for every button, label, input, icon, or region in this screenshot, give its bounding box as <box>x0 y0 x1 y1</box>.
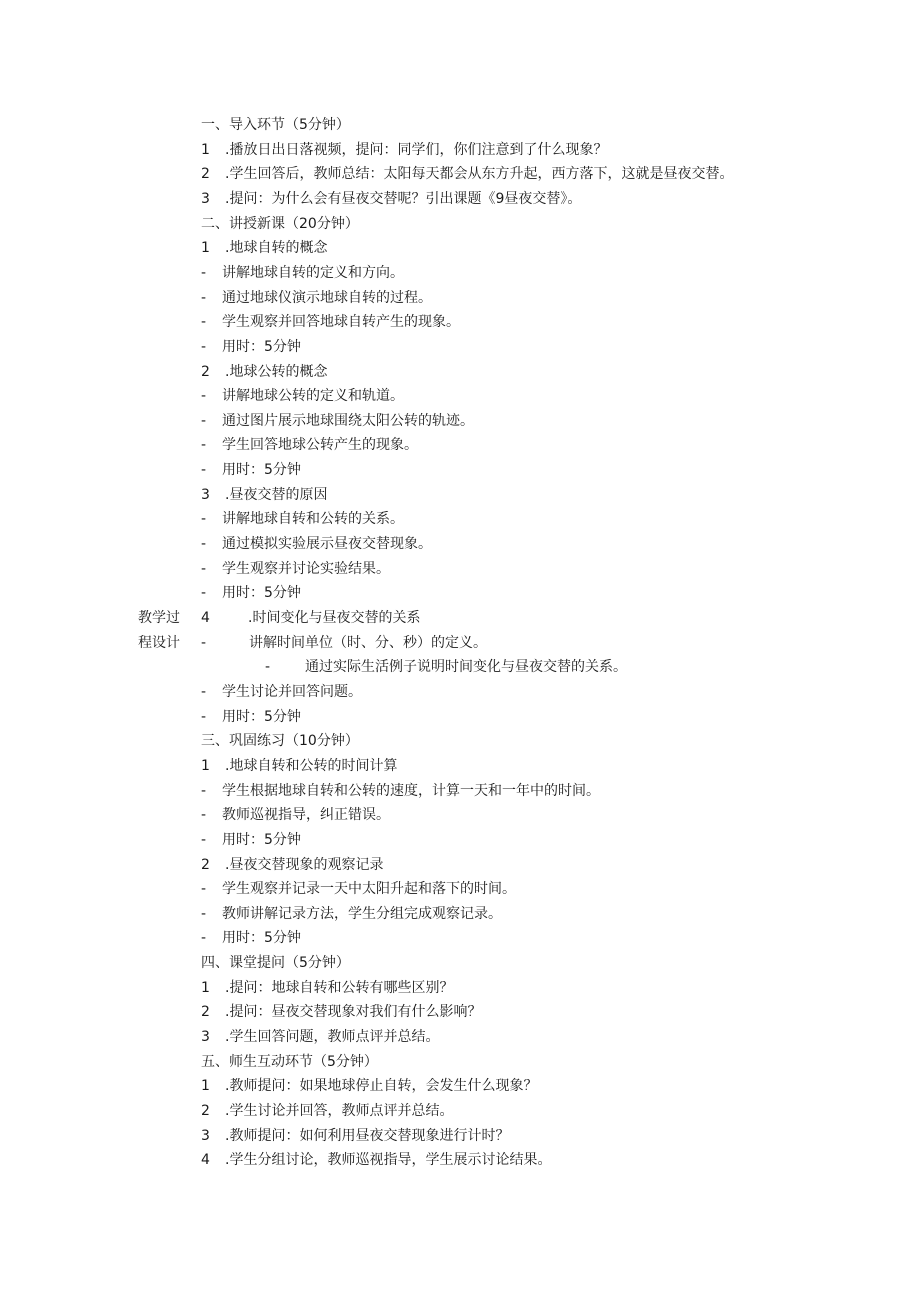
item-text: 用时：5分钟 <box>222 585 301 601</box>
item-text: 讲解时间单位（时、分、秒）的定义。 <box>249 635 487 651</box>
item-number: 3 <box>201 1128 210 1144</box>
item-text: 用时：5分钟 <box>222 832 301 848</box>
list-item <box>201 264 404 282</box>
side-label-line-1: 教学过 <box>138 610 180 626</box>
item-number: 2 <box>201 364 210 380</box>
item-text: .地球自转和公转的时间计算 <box>225 758 398 774</box>
item-text: 学生回答地球公转产生的现象。 <box>222 437 418 453</box>
dash-bullet: - <box>201 339 207 355</box>
dash-bullet: - <box>201 684 207 700</box>
list-item <box>201 510 404 528</box>
dash-bullet: - <box>201 585 207 601</box>
item-text: .昼夜交替的原因 <box>225 487 328 503</box>
item-number: 2 <box>201 166 210 182</box>
dash-bullet: - <box>201 413 207 429</box>
item-text: 五、师生互动环节（5分钟） <box>201 1054 378 1070</box>
item-text: 通过实际生活例子说明时间变化与昼夜交替的关系。 <box>305 659 627 675</box>
item-text: .播放日出日落视频，提问：同学们，你们注意到了什么现象？ <box>225 142 608 158</box>
item-text: .教师提问：如何利用昼夜交替现象进行计时？ <box>225 1128 510 1144</box>
list-item <box>201 436 418 454</box>
dash-bullet: - <box>201 930 207 946</box>
item-number: 3 <box>201 1029 210 1045</box>
dash-bullet: - <box>201 635 207 651</box>
item-text: 四、课堂提问（5分钟） <box>201 955 350 971</box>
item-text: .提问：昼夜交替现象对我们有什么影响？ <box>225 1004 482 1020</box>
dash-bullet: - <box>201 437 207 453</box>
list-item <box>201 609 420 627</box>
item-text: 教师讲解记录方法，学生分组完成观察记录。 <box>222 906 502 922</box>
item-text: .地球自转的概念 <box>225 240 328 256</box>
item-text: 讲解地球自转和公转的关系。 <box>222 511 404 527</box>
item-text: 学生观察并记录一天中太阳升起和落下的时间。 <box>222 881 516 897</box>
item-text: 用时：5分钟 <box>222 930 301 946</box>
list-item <box>201 560 390 578</box>
item-text: 一、导入环节（5分钟） <box>201 117 350 133</box>
list-item <box>201 1077 537 1095</box>
list-item <box>201 313 460 331</box>
item-text: .地球公转的概念 <box>225 364 328 380</box>
list-item <box>201 141 607 159</box>
dash-bullet: - <box>201 536 207 552</box>
item-text: .时间变化与昼夜交替的关系 <box>248 610 421 626</box>
item-text: 三、巩固练习（10分钟） <box>201 733 359 749</box>
list-item <box>201 683 362 701</box>
item-text: .教师提问：如果地球停止自转，会发生什么现象？ <box>225 1078 538 1094</box>
dash-bullet: - <box>201 388 207 404</box>
list-item <box>201 338 301 356</box>
item-number: 2 <box>201 1103 210 1119</box>
dash-bullet: - <box>201 462 207 478</box>
list-item <box>201 190 581 208</box>
item-number: 1 <box>201 240 210 256</box>
list-item <box>201 708 301 726</box>
list-item <box>201 806 390 824</box>
dash-bullet: - <box>201 511 207 527</box>
item-text: 通过模拟实验展示昼夜交替现象。 <box>222 536 432 552</box>
item-number: 2 <box>201 1004 210 1020</box>
dash-bullet: - <box>201 561 207 577</box>
dash-bullet: - <box>201 314 207 330</box>
item-text: 通过图片展示地球围绕太阳公转的轨迹。 <box>222 413 474 429</box>
list-item <box>201 929 301 947</box>
dash-bullet: - <box>201 906 207 922</box>
side-label-line-2: 程设计 <box>138 635 180 651</box>
section-heading <box>201 954 350 972</box>
list-item <box>201 1151 551 1169</box>
item-text: 用时：5分钟 <box>222 709 301 725</box>
item-number: 3 <box>201 191 210 207</box>
list-item <box>201 363 327 381</box>
dash-bullet: - <box>201 881 207 897</box>
list-item <box>201 412 474 430</box>
list-item <box>201 461 301 479</box>
list-item <box>201 584 301 602</box>
item-text: .学生回答后，教师总结：太阳每天都会从东方升起，西方落下，这就是昼夜交替。 <box>225 166 734 182</box>
item-number: 1 <box>201 142 210 158</box>
item-number: 4 <box>201 1152 210 1168</box>
list-item <box>201 289 432 307</box>
section-heading <box>201 1053 378 1071</box>
list-item <box>201 239 327 257</box>
list-item <box>201 979 453 997</box>
item-number: 1 <box>201 758 210 774</box>
item-text: 讲解地球自转的定义和方向。 <box>222 265 404 281</box>
dash-bullet: - <box>265 659 271 675</box>
item-number: 1 <box>201 980 210 996</box>
item-text: .提问：地球自转和公转有哪些区别？ <box>225 980 454 996</box>
list-item <box>201 634 487 652</box>
list-item <box>201 1003 481 1021</box>
item-number: 1 <box>201 1078 210 1094</box>
item-text: 学生观察并回答地球自转产生的现象。 <box>222 314 460 330</box>
dash-bullet: - <box>201 265 207 281</box>
list-item <box>201 831 301 849</box>
list-item <box>201 856 383 874</box>
list-item <box>201 535 432 553</box>
list-item <box>201 1028 439 1046</box>
dash-bullet: - <box>201 290 207 306</box>
list-item <box>201 486 327 504</box>
item-text: .学生讨论并回答，教师点评并总结。 <box>225 1103 454 1119</box>
item-text: .昼夜交替现象的观察记录 <box>225 857 384 873</box>
list-item <box>201 1102 453 1120</box>
item-number: 4 <box>201 610 210 626</box>
item-text: 讲解地球公转的定义和轨道。 <box>222 388 404 404</box>
list-item <box>201 165 733 183</box>
dash-bullet: - <box>201 832 207 848</box>
item-text: 用时：5分钟 <box>222 462 301 478</box>
list-item <box>201 1127 509 1145</box>
item-text: 学生根据地球自转和公转的速度，计算一天和一年中的时间。 <box>222 783 600 799</box>
item-text: .学生分组讨论，教师巡视指导，学生展示讨论结果。 <box>225 1152 552 1168</box>
item-text: 用时：5分钟 <box>222 339 301 355</box>
dash-bullet: - <box>201 807 207 823</box>
list-item <box>201 880 516 898</box>
list-item <box>201 387 404 405</box>
item-text: .提问：为什么会有昼夜交替呢？引出课题《9昼夜交替》。 <box>225 191 582 207</box>
dash-bullet: - <box>201 709 207 725</box>
item-text: 学生讨论并回答问题。 <box>222 684 362 700</box>
list-item <box>201 757 397 775</box>
item-text: 通过地球仪演示地球自转的过程。 <box>222 290 432 306</box>
item-number: 2 <box>201 857 210 873</box>
item-text: .学生回答问题，教师点评并总结。 <box>225 1029 440 1045</box>
item-number: 3 <box>201 487 210 503</box>
item-text: 二、讲授新课（20分钟） <box>201 216 359 232</box>
list-item <box>201 905 502 923</box>
item-text: 学生观察并讨论实验结果。 <box>222 561 390 577</box>
section-heading <box>201 732 359 750</box>
section-heading <box>201 215 359 233</box>
item-text: 教师巡视指导，纠正错误。 <box>222 807 390 823</box>
dash-bullet: - <box>201 783 207 799</box>
section-heading <box>201 116 350 134</box>
list-item <box>201 782 600 800</box>
list-item <box>265 658 627 676</box>
